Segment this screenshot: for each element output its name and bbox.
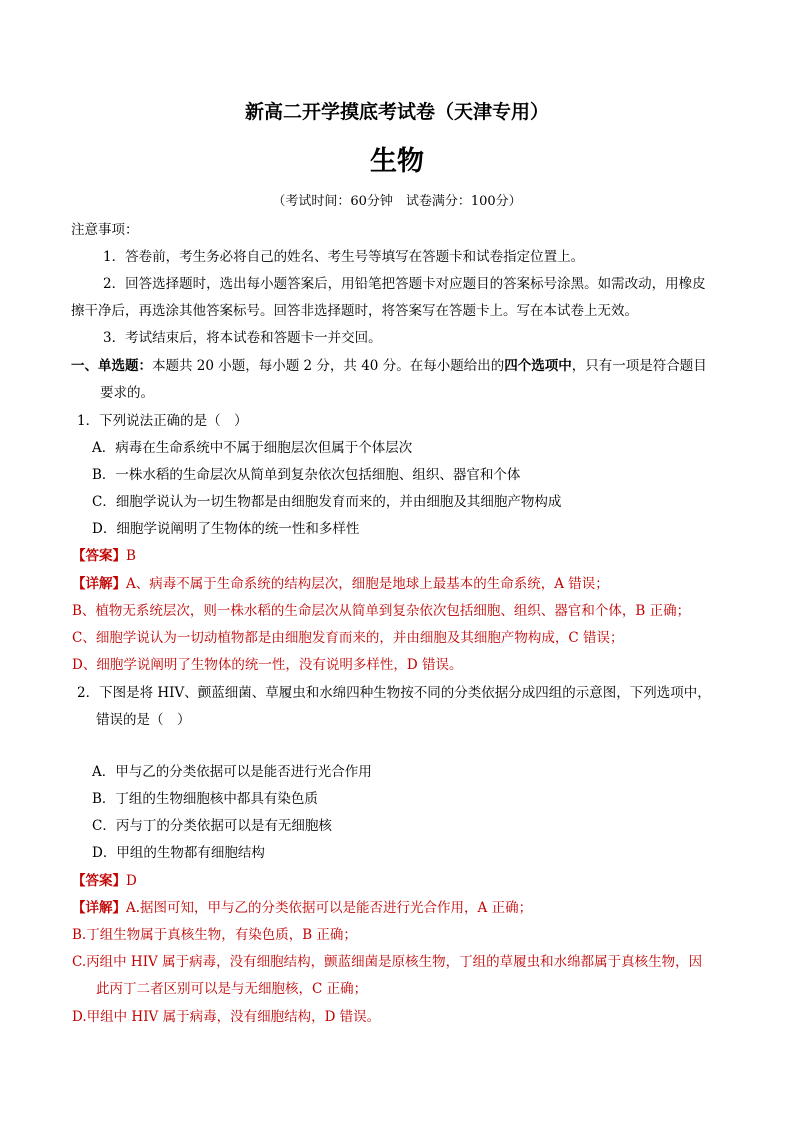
question-1-detail-line-1 — [72, 574, 609, 594]
question-1-detail-line-4: D、细胞学说阐明了生物体的统一性，没有说明多样性，D 错误。 — [72, 657, 463, 673]
question-1-option-b: B．一株水稻的生命层次从简单到复杂依次包括细胞、组织、器官和个体 — [92, 467, 521, 483]
exam-info: （考试时间：60分钟 试卷满分：100分） — [272, 194, 522, 209]
question-2-option-d: D．甲组的生物都有细胞结构 — [92, 845, 265, 861]
question-1-detail-line-3: C、细胞学说认为一切动植物都是由细胞发育而来的，并由细胞及其细胞产物构成，C 错误； — [72, 630, 624, 646]
section-1-text-a: 本题共 20 小题，每小题 2 分，共 40 分。在每小题给出的 — [152, 358, 505, 374]
question-1-answer — [72, 546, 136, 566]
question-2-detail-line-3: C.丙组中 HIV 属于病毒，没有细胞结构，颤蓝细菌是原核生物，丁组的草履虫和水绵都属于真核生物，因 — [72, 954, 703, 970]
answer-value: D — [126, 873, 137, 889]
detail-label: 【详解】 — [72, 576, 126, 592]
answer-value: B — [126, 548, 136, 564]
notes-item-3: 3．考试结束后，将本试卷和答题卡一并交回。 — [103, 330, 382, 346]
notes-item-2-line-1: 2．回答选择题时，选出每小题答案后，用铅笔把答题卡对应题目的答案标号涂黑。如需改动，用橡皮 — [103, 276, 706, 292]
question-2-detail-line-1 — [72, 898, 532, 918]
question-1-option-d: D．细胞学说阐明了生物体的统一性和多样性 — [92, 521, 360, 537]
question-2-stem-line-2: 错误的是（ ） — [96, 712, 191, 728]
question-2-option-b: B．丁组的生物细胞核中都具有染色质 — [92, 791, 318, 807]
question-2-option-a: A．甲与乙的分类依据可以是能否进行光合作用 — [92, 764, 372, 780]
question-2-detail-line-2: B.丁组生物属于真核生物，有染色质，B 正确； — [72, 927, 357, 943]
detail-text: A.据图可知，甲与乙的分类依据可以是能否进行光合作用，A 正确； — [126, 900, 533, 916]
question-2-detail-line-4: 此丙丁二者区别可以是与无细胞核，C 正确； — [96, 981, 368, 997]
question-1-stem: 1．下列说法正确的是（ ） — [77, 413, 248, 429]
answer-label: 【答案】 — [72, 548, 126, 564]
notes-item-1: 1．答卷前，考生务必将自己的姓名、考生号等填写在答题卡和试卷指定位置上。 — [103, 249, 585, 265]
detail-label: 【详解】 — [72, 900, 126, 916]
question-1-option-c: C．细胞学说认为一切生物都是由细胞发育而来的，并由细胞及其细胞产物构成 — [92, 494, 562, 510]
section-1-heading-line-2: 要求的。 — [100, 385, 154, 401]
question-2-stem-line-1: 2．下图是将 HIV、颤蓝细菌、草履虫和水绵四种生物按不同的分类依据分成四组的示意图，下列选项中， — [77, 685, 711, 701]
subject-title: 生物 — [370, 146, 424, 177]
exam-title: 新高二开学摸底考试卷（天津专用） — [244, 101, 549, 123]
question-2-option-c: C．丙与丁的分类依据可以是有无细胞核 — [92, 818, 332, 834]
notes-item-2-line-2: 擦干净后，再选涂其他答案标号。回答非选择题时，将答案写在答题卡上。写在本试卷上无效。 — [71, 303, 638, 319]
notes-heading: 注意事项： — [71, 222, 139, 238]
question-2-detail-line-5: D.甲组中 HIV 属于病毒，没有细胞结构，D 错误。 — [72, 1009, 381, 1025]
answer-label: 【答案】 — [72, 873, 126, 889]
section-1-prefix: 一、单选题： — [71, 358, 152, 374]
question-2-answer — [72, 871, 137, 891]
question-1-detail-line-2: B、植物无系统层次，则一株水稻的生命层次从简单到复杂依次包括细胞、组织、器官和个体，B 正确； — [72, 603, 691, 619]
section-1-text-b: ，只有一项是符合题目 — [571, 358, 707, 374]
section-1-heading — [71, 356, 707, 376]
detail-text: A、病毒不属于生命系统的结构层次，细胞是地球上最基本的生命系统，A 错误； — [126, 576, 609, 592]
section-1-emphasis: 四个选项中 — [504, 358, 572, 374]
question-1-option-a: A．病毒在生命系统中不属于细胞层次但属于个体层次 — [92, 440, 413, 456]
